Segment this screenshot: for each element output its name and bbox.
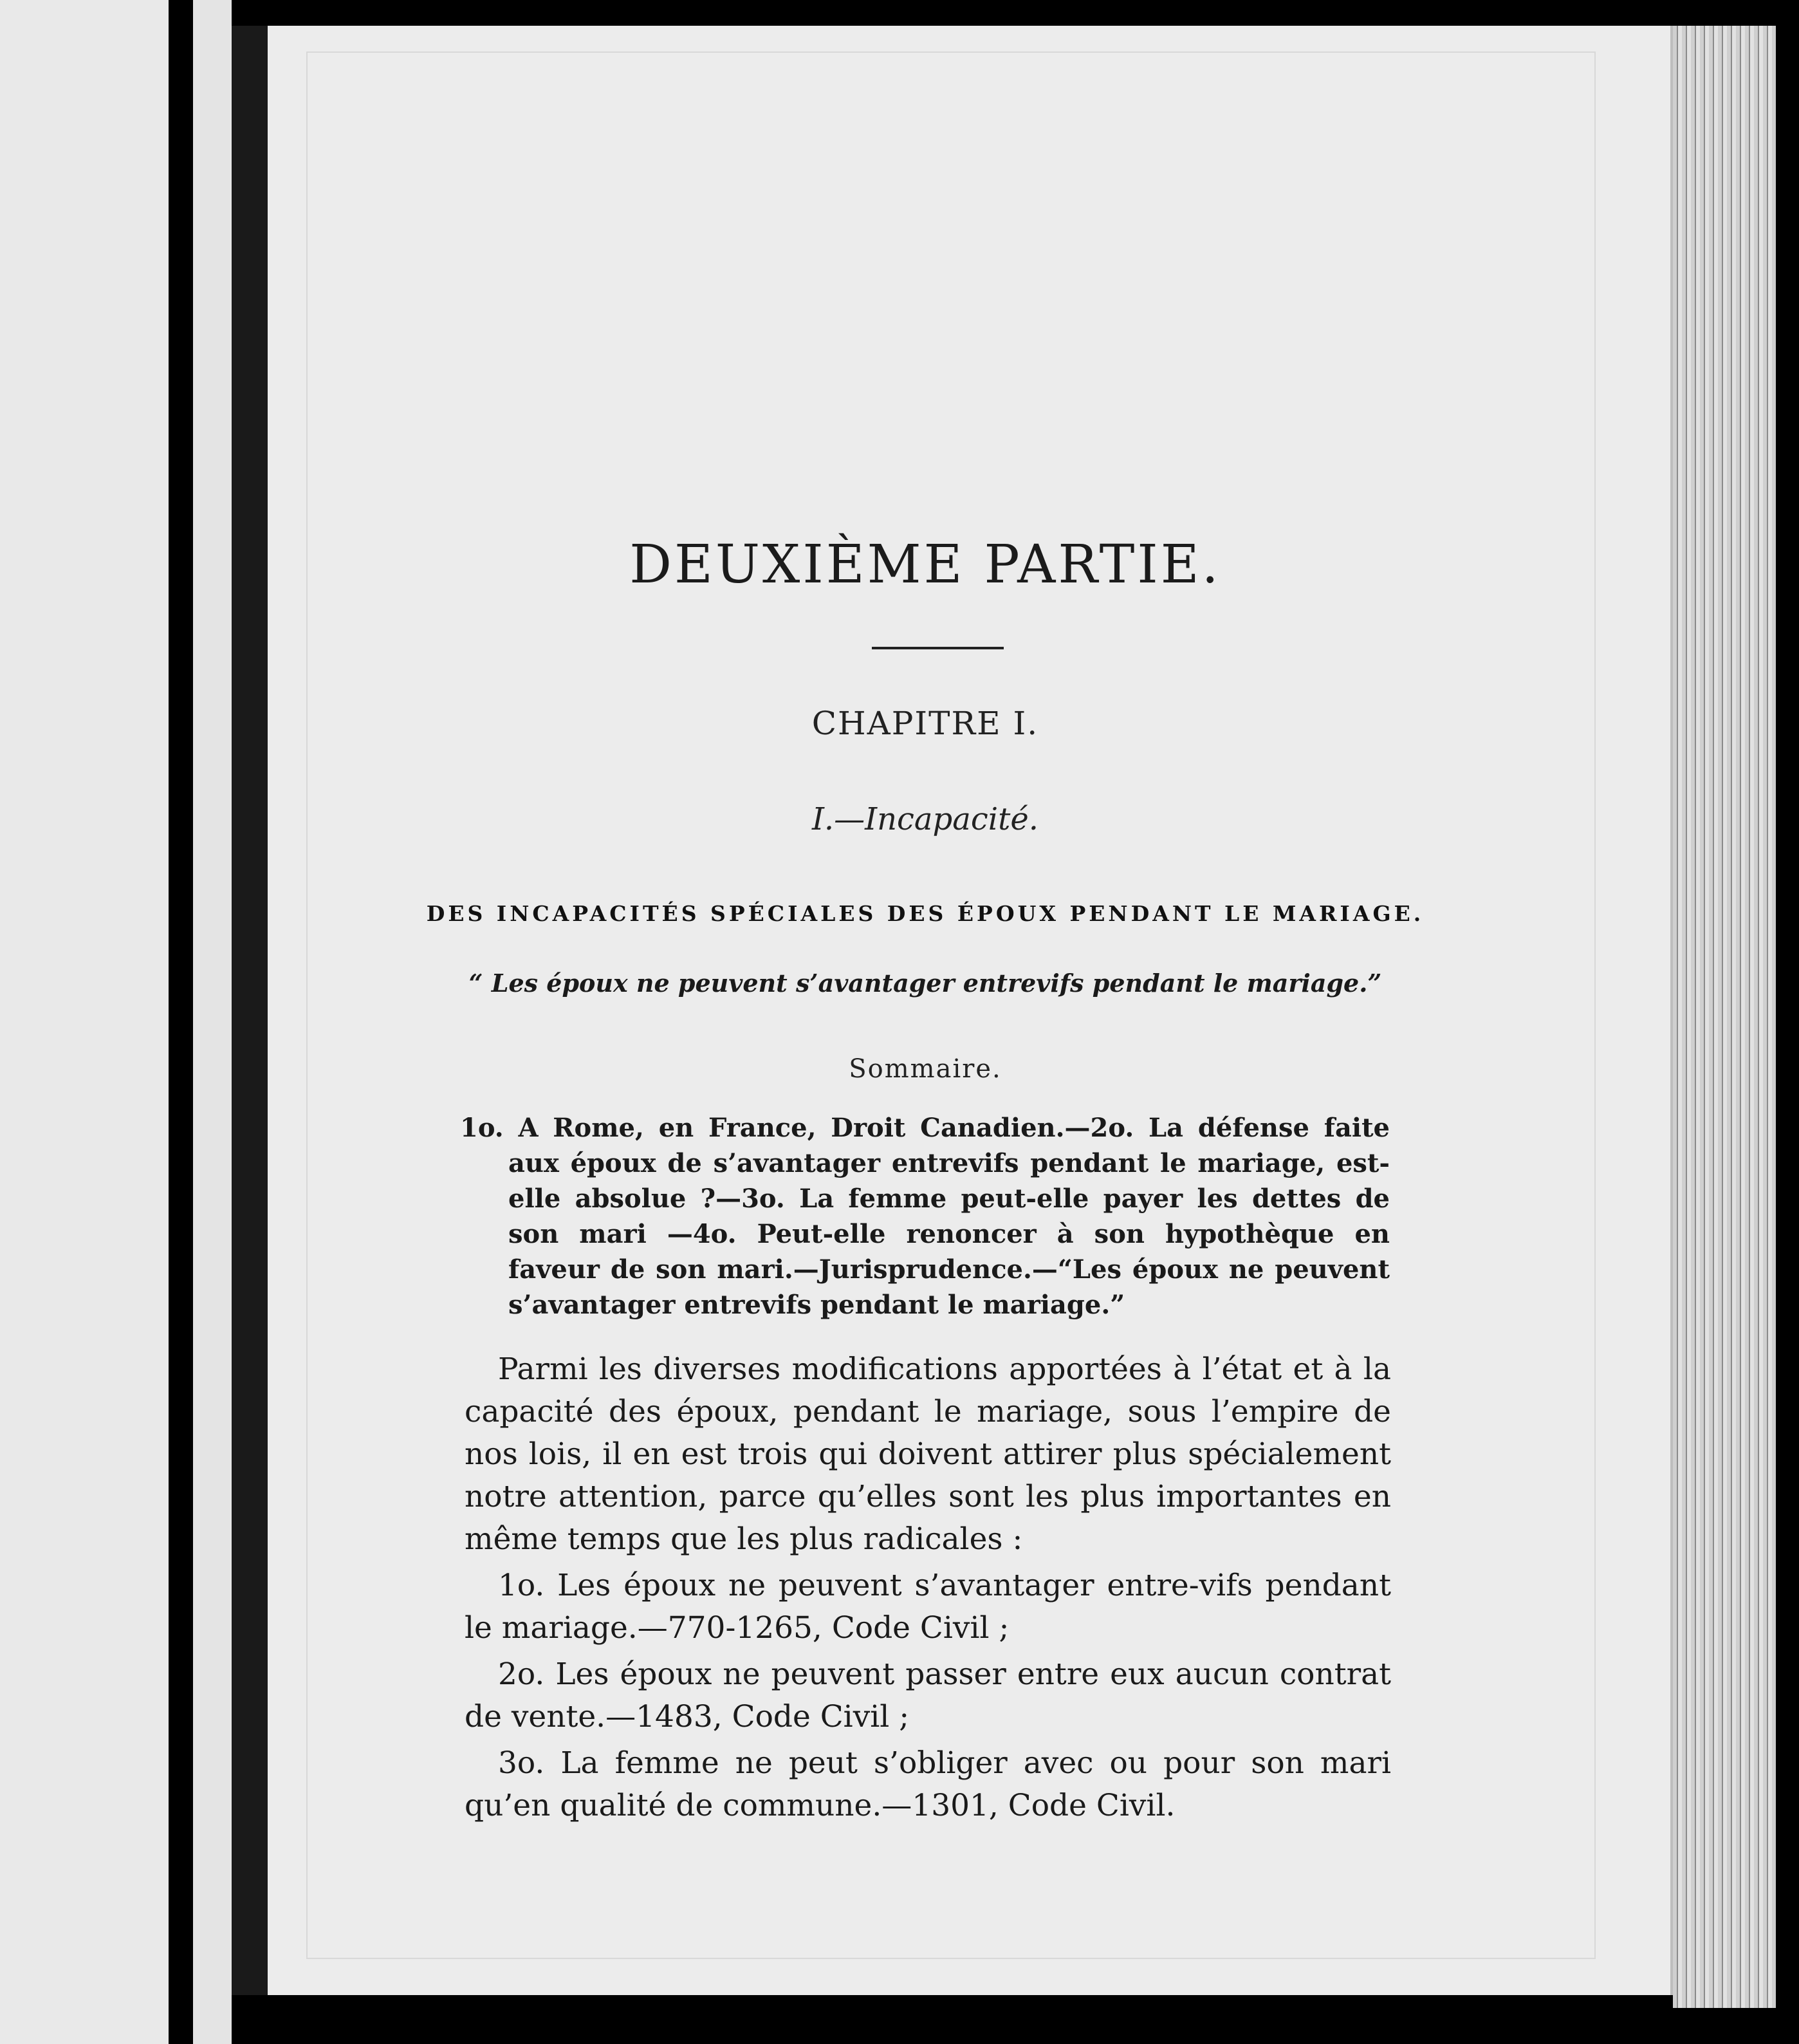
section-heading: DES INCAPACITÉS SPÉCIALES DES ÉPOUX PENDANT LE MARIAGE. [426, 901, 1425, 926]
section-title: I.—Incapacité. [811, 801, 1039, 837]
epigraph: “ Les époux ne peuvent s’avantager entrevifs pendant le mariage.” [468, 969, 1382, 998]
page-edges [1673, 26, 1776, 2008]
sommaire-text [460, 1110, 1390, 1323]
body-text [465, 1348, 1391, 1831]
part-title: DEUXIÈME PARTIE. [629, 534, 1221, 595]
body-paragraph: Parmi les diverses modifications apportées à l’état et à la capacité des époux, pendant le mariage, sous l’empire de nos lois, il en est trois qui doivent attirer plus spécialement notre attention, parce qu’elles sont les plus importantes en même temps que les plus radicales : [465, 1352, 1391, 1557]
body-paragraph: 2o. Les époux ne peuvent passer entre eux aucun contrat de vente.—1483, Code Civil ; [465, 1657, 1391, 1734]
body-paragraph: 1o. Les époux ne peuvent s’avantager entre-vifs pendant le mariage.—770-1265, Code Civil ; [465, 1568, 1391, 1646]
chapter-title: CHAPITRE I. [811, 705, 1039, 742]
binding-shadow [232, 26, 268, 1995]
binding-strip [193, 0, 232, 2044]
previous-page-edge [0, 0, 169, 2044]
body-paragraph: 3o. La femme ne peut s’obliger avec ou pour son mari qu’en qualité de commune.—1301, Code Civil. [465, 1745, 1391, 1823]
sommaire-label: Sommaire. [849, 1054, 1002, 1084]
sommaire-paragraph: 1o. A Rome, en France, Droit Canadien.—2o. La défense faite aux époux de s’avantager entrevifs pendant le mariage, est-elle absolue ?—3o. La femme peut-elle payer les dettes de son mari —4o. Peut-elle renoncer à son hypothèque en faveur de son mari.—Jurisprudence.—“Les époux ne peuvent s’avantager entrevifs pendant le mariage.” [460, 1113, 1390, 1320]
title-rule [872, 647, 1004, 649]
